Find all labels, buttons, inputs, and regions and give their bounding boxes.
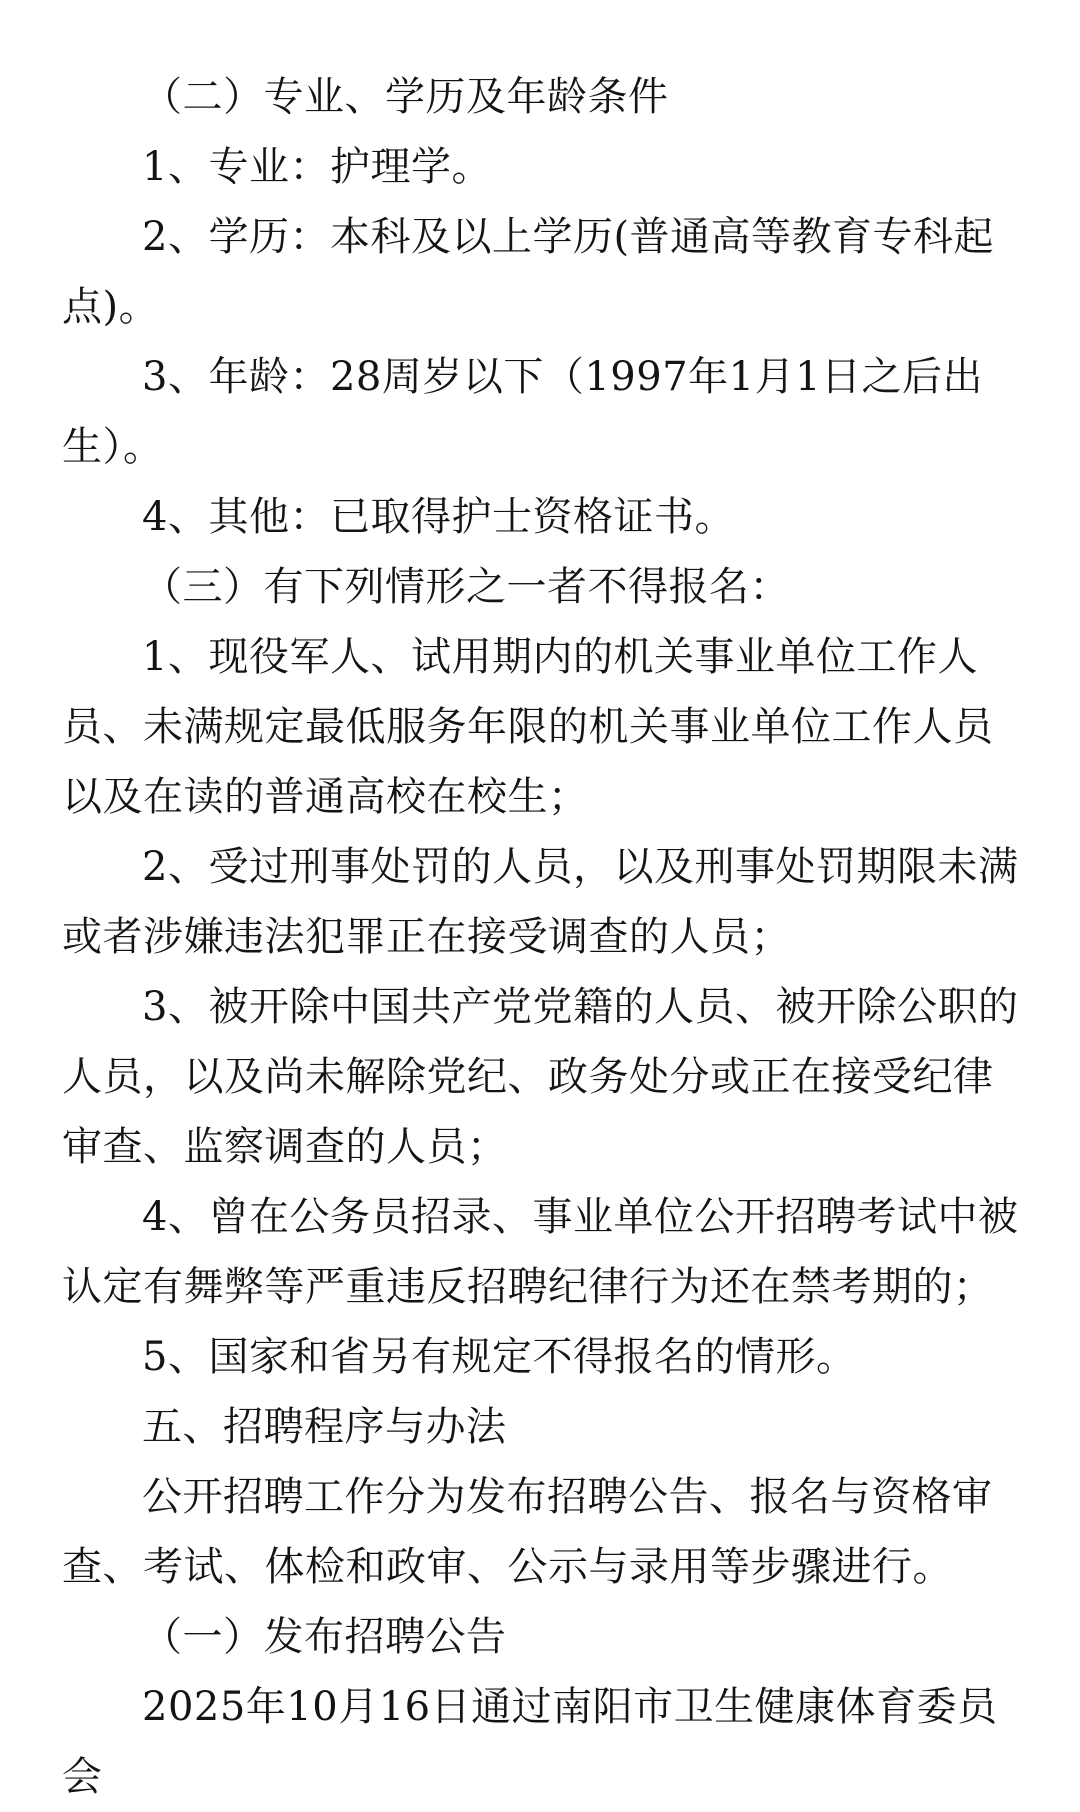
- paragraph-exclusion-2: 2、受过刑事处罚的人员，以及刑事处罚期限未满或者涉嫌违法犯罪正在接受调查的人员；: [62, 844, 1019, 960]
- paragraph-age: 3、年龄：28周岁以下（1997年1月1日之后出生）。: [62, 354, 984, 470]
- document-body: [62, 62, 1022, 1812]
- paragraph-exclusion-1: 1、现役军人、试用期内的机关事业单位工作人员、未满规定最低服务年限的机关事业单位工作人员以及在读的普通高校在校生；: [62, 634, 994, 820]
- section-heading-announcement: （一）发布招聘公告: [142, 1614, 507, 1660]
- paragraph-major: 1、专业：护理学。: [142, 144, 492, 190]
- paragraph-other: 4、其他：已取得护士资格证书。: [142, 494, 735, 540]
- paragraph-exclusion-5: 5、国家和省另有规定不得报名的情形。: [142, 1334, 857, 1380]
- section-heading-exclusions: （三）有下列情形之一者不得报名：: [142, 564, 790, 610]
- paragraph-procedure-overview: 公开招聘工作分为发布招聘公告、报名与资格审查、考试、体检和政审、公示与录用等步骤进行。: [62, 1474, 993, 1590]
- paragraph-exclusion-4: 4、曾在公务员招录、事业单位公开招聘考试中被认定有舞弊等严重违反招聘纪律行为还在禁考期的；: [62, 1194, 1019, 1310]
- section-heading-procedure: 五、招聘程序与办法: [142, 1404, 507, 1450]
- paragraph-announcement-date: 2025年10月16日通过南阳市卫生健康体育委员会: [62, 1684, 998, 1800]
- paragraph-exclusion-3: 3、被开除中国共产党党籍的人员、被开除公职的人员，以及尚未解除党纪、政务处分或正在接受纪律审查、监察调查的人员；: [62, 984, 1019, 1170]
- paragraph-education: 2、学历：本科及以上学历(普通高等教育专科起点)。: [62, 214, 995, 330]
- section-heading-qualifications: （二）专业、学历及年龄条件: [142, 74, 669, 120]
